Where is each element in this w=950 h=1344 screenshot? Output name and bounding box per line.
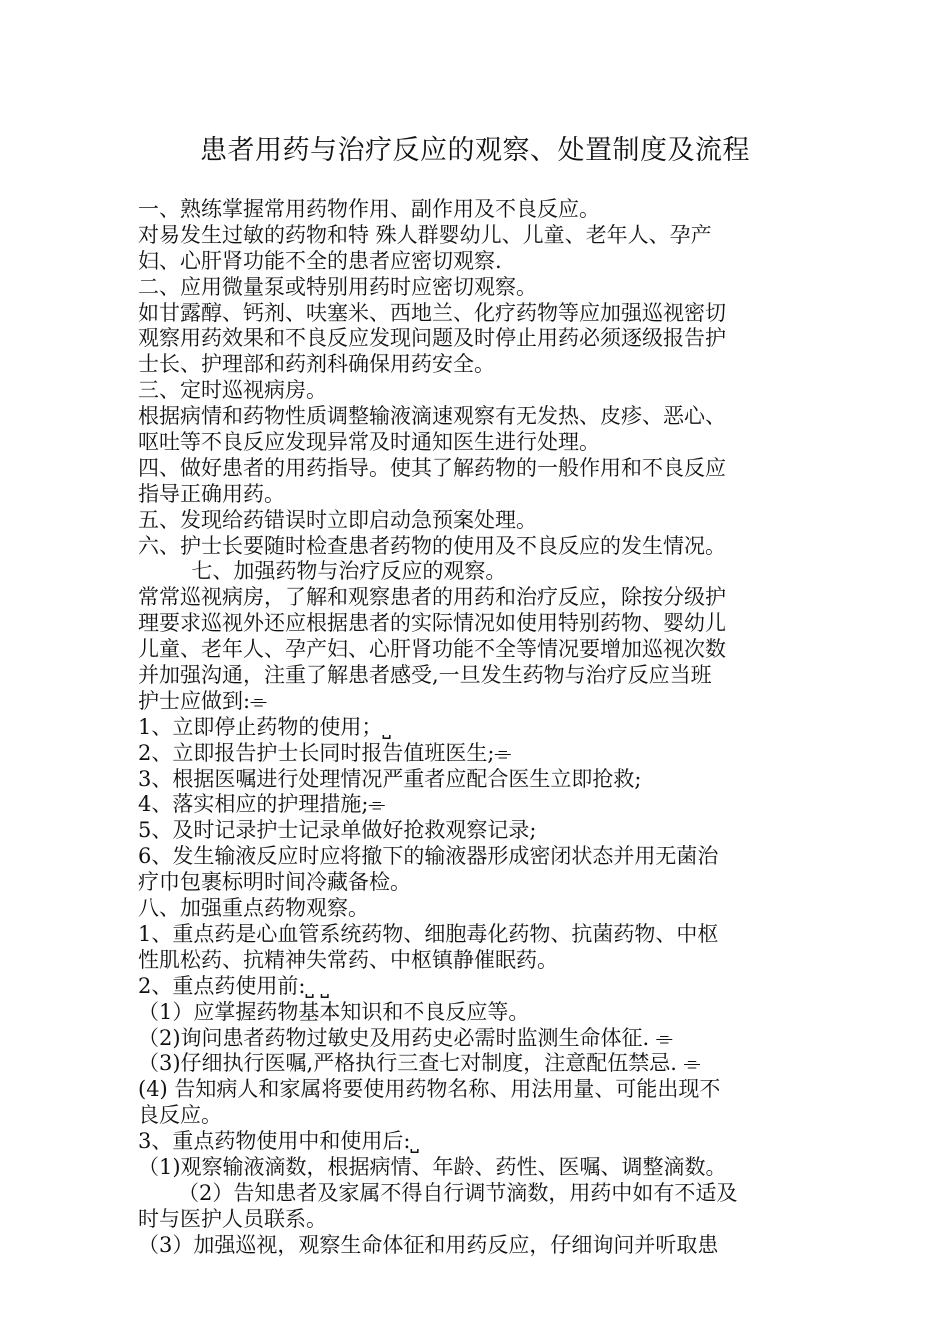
text-line: 6、发生输液反应时应将撤下的输液器形成密闭状态并用无菌治 <box>138 844 719 869</box>
text-line: 2、立即报告护士长同时报告值班医生;⌯ <box>138 740 512 765</box>
text-line: 护士应做到:⌯ <box>138 688 267 713</box>
text-line: 根据病情和药物性质调整输液滴速观察有无发热、皮疹、恶心、 <box>138 404 726 429</box>
text-line: 时与医护人员联系。 <box>138 1206 327 1231</box>
text-line: 3、根据医嘱进行处理情况严重者应配合医生立即抢救; <box>138 766 642 791</box>
text-line: 常常巡视病房，了解和观察患者的用药和治疗反应，除按分级护 <box>138 585 726 610</box>
text-line: 三、定时巡视病房。 <box>138 378 327 403</box>
text-line: 四、做好患者的用药指导。使其了解药物的一般作用和不良反应 <box>138 455 726 480</box>
text-line: 二、应用微量泵或特别用药时应密切观察。 <box>138 274 537 299</box>
text-line: 士长、护理部和药剂科确保用药安全。 <box>138 352 495 377</box>
text-line: (4) 告知病人和家属将要使用药物名称、用法用量、可能出现不 <box>138 1077 721 1102</box>
text-line: 良反应。 <box>138 1103 222 1128</box>
text-line: 1、立即停止药物的使用；⎵ <box>138 714 391 739</box>
text-line: 六、护士长要随时检查患者药物的使用及不良反应的发生情况。 <box>138 533 726 558</box>
text-line: 七、加强药物与治疗反应的观察。 <box>138 559 507 584</box>
text-line: （1)观察输液滴数，根据病情、年龄、药性、医嘱、调整滴数。 <box>138 1154 727 1179</box>
text-line: （2）告知患者及家属不得自行调节滴数，用药中如有不适及 <box>138 1180 738 1205</box>
text-line: 性肌松药、抗精神失常药、中枢镇静催眠药。 <box>138 947 558 972</box>
text-line: 4、落实相应的护理措施;⌯ <box>138 792 386 817</box>
text-line: 如甘露醇、钙剂、呋塞米、西地兰、化疗药物等应加强巡视密切 <box>138 300 726 325</box>
text-line: 5、及时记录护士记录单做好抢救观察记录; <box>138 818 537 843</box>
text-line: 3、重点药物使用中和使用后:⎵ <box>138 1129 419 1154</box>
text-line: （2)询问患者药物过敏史及用药史必需时监测生命体征. ⌯ <box>138 1025 673 1050</box>
text-line: （1）应掌握药物基本知识和不良反应等。 <box>138 999 530 1024</box>
text-line: 儿童、老年人、孕产妇、心肝肾功能不全等情况要增加巡视次数 <box>138 637 726 662</box>
text-line: （3）加强巡视，观察生命体征和用药反应，仔细询问并听取患 <box>138 1232 719 1257</box>
document-title: 患者用药与治疗反应的观察、处置制度及流程 <box>200 135 750 166</box>
text-line: 并加强沟通，注重了解患者感受,一旦发生药物与治疗反应当班 <box>138 663 712 688</box>
text-line: 观察用药效果和不良反应发现问题及时停止用药必须逐级报告护 <box>138 326 726 351</box>
text-line: 八、加强重点药物观察。 <box>138 896 369 921</box>
document-body <box>138 197 828 1259</box>
text-line: 妇、心肝肾功能不全的患者应密切观察. <box>138 248 502 273</box>
text-line: 呕吐等不良反应发现异常及时通知医生进行处理。 <box>138 430 600 455</box>
text-line: 1、重点药是心血管系统药物、细胞毒化药物、抗菌药物、中枢 <box>138 921 719 946</box>
text-line: 疗巾包裹标明时间冷藏备检。 <box>138 870 411 895</box>
text-line: 一、熟练掌握常用药物作用、副作用及不良反应。 <box>138 197 600 221</box>
text-line: 五、发现给药错误时立即启动急预案处理。 <box>138 507 537 532</box>
text-line: 指导正确用药。 <box>138 481 285 506</box>
text-line: 理要求巡视外还应根据患者的实际情况如使用特别药物、婴幼儿 <box>138 611 726 636</box>
text-line: （3)仔细执行医嘱,严格执行三查七对制度，注意配伍禁忌. ⌯ <box>138 1051 701 1076</box>
text-line: 2、重点药使用前:⎵ ⎵ <box>138 973 329 998</box>
text-line: 对易发生过敏的药物和特 殊人群婴幼儿、儿童、老年人、孕产 <box>138 222 712 247</box>
